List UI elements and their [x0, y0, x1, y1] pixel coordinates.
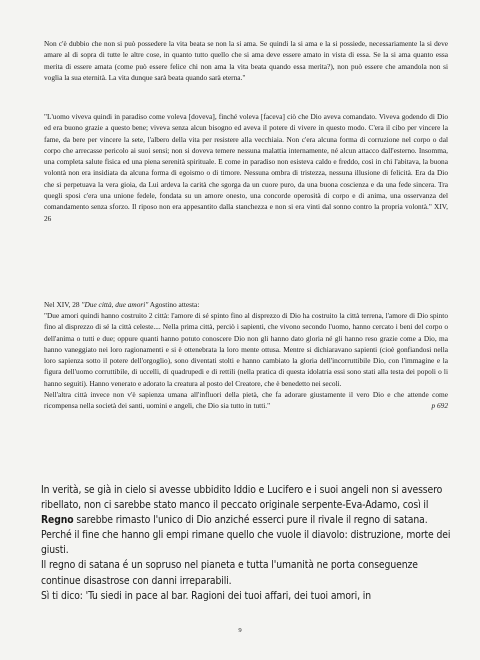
heading-title: "Due città, due amori": [81, 300, 149, 309]
section-heading: [44, 299, 448, 310]
quote-text: "Due amori quindi hanno costruito 2 città: l'amore di sé spinto fino al disprezzo di Dio ha costruito la città terrena, l'amore di Dio spinto fino al disprezzo di sé la città celeste.... Nella prima città, perciò i sapienti, che vivono secondo l'uomo, hanno cercato i beni del corpo o dell'anima o tutti e due; oppure quanti hanno potuto conoscere Dio non gli hanno dato gloria né gli hanno reso grazie come a Dio, ma hanno vaneggiato nei loro ragionamenti e si è ottenebrata la loro mente ottusa. Mentre si dichiaravano sapienti (cioè gonfiandosi nella loro sapienza sotto il potere dell'orgoglio), sono diventati stolti e hanno cambiato la gloria dell'incorruttibile Dio, con l'immagine e la figura dell'uomo corruttibile, di uccelli, di quadrupedi e di rettili (nella pratica di questa idolatria essi sono stati alla testa dei popoli o li hanno seguiti). Hanno venerato e adorato la creatura al posto del Creatore, che è benedetto nei secoli.: [44, 311, 448, 388]
commentary-paragraph-3: Sì ti dico: 'Tu siedi in pace al bar. Ragioni dei tuoi affari, dei tuoi amori, in: [41, 589, 372, 602]
page-reference: p 692: [431, 401, 448, 411]
quote-two-cities: [44, 310, 448, 412]
paragraph-vita-beata: [44, 38, 448, 83]
commentary-text-part: sarebbe rimasto l'unico di Dio anziché esserci pure il rivale il regno di satana. Perché il fine che hanno gli empi rimane quello che vuole il diavolo: distruzione, morte dei giusti.: [41, 514, 451, 557]
commentary-paragraph-2: Il regno di satana é un sopruso nel pianeta e tutta l'umanità ne porta conseguenze continue disastrose con danni irreparabili.: [41, 559, 418, 587]
commentary-paragraph-1: [41, 483, 451, 558]
heading-prefix: Nel XIV, 28: [44, 300, 82, 309]
quote-paradise: [44, 111, 448, 224]
quote-text: "L'uomo viveva quindi in paradiso come voleva [doveva], finché voleva [faceva] ciò che Dio aveva comandato. Viveva godendo di Dio ed era buono grazie a questo bene; viveva senza alcun bisogno ed aveva il potere di vivere in questo modo. C'era il cibo per vincere la fame, da bere per vincere la sete, l'albero della vita per resistere alla vecchiaia. Non c'era alcuna forma di corruzione nel corpo o dal corpo che arrecasse pericolo ai suoi sensi; non si doveva temere nessuna malattia internamente, né alcun attacco dall'esterno. Insomma, una completa salute fisica ed una piena serenità spirituale. E come in paradiso non esisteva caldo e freddo, così in chi l'abitava, la buona volontà non era insidiata da alcuna forma di egoismo o di timore. Nessuna ombra di tristezza, nessuna illusione di felicità. Era da Dio che si perpetuava la vera gioia, da Lui ardeva la carità che sgorga da un cuore puro, da una buona coscienza e da una fede sincera. Tra quegli sposi c'era una unione fedele, fondata su un amore onesto, una concorde operosità di corpo e di anima, una osservanza del comandamento senza sforzo. Il riposo non era appesantito dalla stanchezza e non si era vinti dal sonno contro la propria volontà." XIV, 26: [44, 112, 448, 223]
page-number: 9: [238, 627, 242, 634]
quote-end-text: Nell'altra città invece non v'è sapienza umana all'influori della pietà, che fa adorare giustamente il vero Dio e che attende come ricompensa nella società dei santi, uomini e angeli, che Dio sia tutto in tutti.": [44, 390, 448, 411]
heading-suffix: Agostino attesta:: [148, 300, 200, 309]
paragraph-text: Non c'è dubbio che non si può possedere la vita beata se non la si ama. Se quindi la si ama e la si possiede, necessariamente la si deve amare al di sopra di tutte le altre cose, in quanto tutto quello che si ama deve essere amato in vista di essa. Se la si ama quanto essa merita di essere amata (come può essere felice chi non ama la vita beata quando essa merita?), non può essere che amandola non si voglia la sua eternità. La vita dunque sarà beata quando sarà eterna.": [44, 39, 448, 82]
commentary-text: [41, 483, 451, 604]
commentary-text-part: In verità, se già in cielo si avesse ubbidito Iddio e Lucifero e i suoi angeli non si avessero ribellato, non ci sarebbe stato manco il peccato originale serpente-Eva-Adamo, così il: [41, 484, 443, 512]
commentary-bold-word: Regno: [41, 514, 74, 527]
